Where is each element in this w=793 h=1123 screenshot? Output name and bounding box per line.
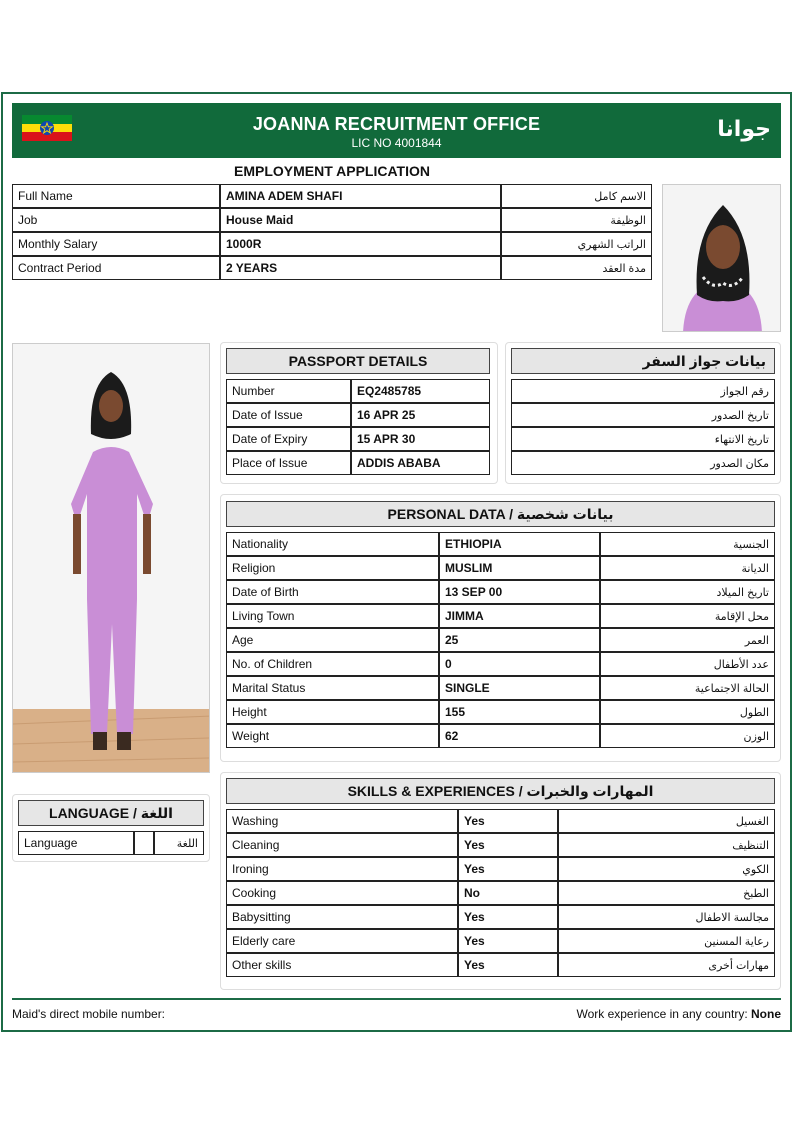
skill-label: Washing: [226, 809, 458, 833]
passport-field-label: Place of Issue: [226, 451, 351, 475]
footer-divider: [12, 998, 781, 1000]
passport-field-value: ADDIS ABABA: [351, 451, 490, 475]
skill-label: Elderly care: [226, 929, 458, 953]
skills-heading: SKILLS & EXPERIENCES / المهارات والخبرات: [226, 778, 775, 804]
passport-field-value: EQ2485785: [351, 379, 490, 403]
work-experience: [576, 1007, 781, 1021]
language-value: [134, 831, 154, 855]
passport-arabic-row: [511, 379, 775, 403]
skill-label-arabic: الكوي: [558, 857, 775, 881]
personal-row: [226, 628, 775, 652]
skill-row: [226, 905, 775, 929]
passport-arabic-row: [511, 403, 775, 427]
passport-arabic-table: [511, 379, 775, 475]
personal-row: [226, 532, 775, 556]
personal-field-label-arabic: الوزن: [600, 724, 775, 748]
mobile-number-label: Maid's direct mobile number:: [12, 1007, 166, 1021]
field-label: Job: [12, 208, 220, 232]
personal-field-value: 62: [439, 724, 600, 748]
personal-field-value: JIMMA: [439, 604, 600, 628]
passport-field-label-arabic: مكان الصدور: [511, 451, 775, 475]
info-row: [12, 184, 652, 208]
personal-field-label: Date of Birth: [226, 580, 439, 604]
passport-row: [226, 451, 490, 475]
full-body-photo: [12, 343, 210, 773]
office-title: JOANNA RECRUITMENT OFFICE: [252, 114, 541, 134]
passport-field-value: 16 APR 25: [351, 403, 490, 427]
skill-label: Cleaning: [226, 833, 458, 857]
passport-field-label: Date of Issue: [226, 403, 351, 427]
skills-table: [226, 809, 775, 977]
application-title: EMPLOYMENT APPLICATION: [234, 163, 430, 179]
skill-row: [226, 857, 775, 881]
skill-label: Ironing: [226, 857, 458, 881]
personal-field-label-arabic: الجنسية: [600, 532, 775, 556]
passport-row: [226, 427, 490, 451]
personal-field-label: Age: [226, 628, 439, 652]
personal-row: [226, 652, 775, 676]
personal-field-label: Nationality: [226, 532, 439, 556]
skill-label-arabic: مهارات أخرى: [558, 953, 775, 977]
skill-row: [226, 833, 775, 857]
field-value: 2 YEARS: [220, 256, 501, 280]
field-label-arabic: مدة العقد: [501, 256, 652, 280]
skill-value: Yes: [458, 809, 558, 833]
skill-value: Yes: [458, 953, 558, 977]
personal-field-label-arabic: الديانة: [600, 556, 775, 580]
skill-label-arabic: رعاية المسنين: [558, 929, 775, 953]
skill-label-arabic: التنظيف: [558, 833, 775, 857]
basic-info-table: [12, 184, 652, 280]
skill-value: Yes: [458, 929, 558, 953]
personal-data-heading: PERSONAL DATA / بيانات شخصية: [226, 501, 775, 527]
language-table: [18, 831, 204, 855]
field-value: House Maid: [220, 208, 501, 232]
personal-field-label: Religion: [226, 556, 439, 580]
field-label-arabic: الراتب الشهري: [501, 232, 652, 256]
passport-arabic-heading: بيانات جواز السفر: [511, 348, 775, 374]
header-banner: [12, 103, 781, 158]
skill-label-arabic: الغسيل: [558, 809, 775, 833]
skill-value: No: [458, 881, 558, 905]
personal-row: [226, 676, 775, 700]
skill-row: [226, 881, 775, 905]
personal-field-value: 13 SEP 00: [439, 580, 600, 604]
field-value: AMINA ADEM SHAFI: [220, 184, 501, 208]
field-label-arabic: الوظيفة: [501, 208, 652, 232]
personal-field-label-arabic: عدد الأطفال: [600, 652, 775, 676]
passport-field-value: 15 APR 30: [351, 427, 490, 451]
skill-row: [226, 929, 775, 953]
skill-value: Yes: [458, 833, 558, 857]
field-label: Contract Period: [12, 256, 220, 280]
personal-field-label: No. of Children: [226, 652, 439, 676]
personal-field-label: Marital Status: [226, 676, 439, 700]
personal-data-table: [226, 532, 775, 748]
personal-field-label: Weight: [226, 724, 439, 748]
passport-field-label-arabic: رقم الجواز: [511, 379, 775, 403]
skill-row: [226, 809, 775, 833]
personal-row: [226, 700, 775, 724]
personal-field-value: ETHIOPIA: [439, 532, 600, 556]
passport-arabic-row: [511, 427, 775, 451]
field-label: Full Name: [12, 184, 220, 208]
language-label: Language: [18, 831, 134, 855]
portrait-photo: [662, 184, 781, 332]
personal-row: [226, 556, 775, 580]
passport-heading: PASSPORT DETAILS: [226, 348, 490, 374]
passport-field-label-arabic: تاريخ الصدور: [511, 403, 775, 427]
personal-field-value: MUSLIM: [439, 556, 600, 580]
skill-value: Yes: [458, 857, 558, 881]
skill-label-arabic: الطبخ: [558, 881, 775, 905]
skill-label: Babysitting: [226, 905, 458, 929]
passport-row: [226, 379, 490, 403]
passport-row: [226, 403, 490, 427]
skill-label-arabic: مجالسة الاطفال: [558, 905, 775, 929]
personal-row: [226, 724, 775, 748]
personal-field-label-arabic: العمر: [600, 628, 775, 652]
personal-field-label-arabic: الطول: [600, 700, 775, 724]
personal-field-label-arabic: تاريخ الميلاد: [600, 580, 775, 604]
info-row: [12, 208, 652, 232]
info-row: [12, 256, 652, 280]
personal-field-label-arabic: الحالة الاجتماعية: [600, 676, 775, 700]
personal-field-value: 155: [439, 700, 600, 724]
passport-field-label: Number: [226, 379, 351, 403]
info-row: [12, 232, 652, 256]
skill-row: [226, 953, 775, 977]
personal-field-label-arabic: محل الإقامة: [600, 604, 775, 628]
skill-label: Other skills: [226, 953, 458, 977]
personal-field-label: Living Town: [226, 604, 439, 628]
language-heading: LANGUAGE / اللغة: [18, 800, 204, 826]
skill-label: Cooking: [226, 881, 458, 905]
skill-value: Yes: [458, 905, 558, 929]
field-label: Monthly Salary: [12, 232, 220, 256]
personal-field-value: 0: [439, 652, 600, 676]
passport-arabic-row: [511, 451, 775, 475]
license-number: LIC NO 4001844: [351, 136, 442, 150]
work-experience-value: None: [751, 1007, 781, 1021]
brand-arabic: جوانا: [717, 116, 771, 141]
field-label-arabic: الاسم كامل: [501, 184, 652, 208]
passport-table: [226, 379, 490, 475]
personal-row: [226, 604, 775, 628]
field-value: 1000R: [220, 232, 501, 256]
work-experience-label: Work experience in any country:: [576, 1007, 748, 1021]
language-label-arabic: اللغة: [154, 831, 204, 855]
personal-field-value: SINGLE: [439, 676, 600, 700]
passport-field-label-arabic: تاريخ الانتهاء: [511, 427, 775, 451]
personal-field-value: 25: [439, 628, 600, 652]
personal-row: [226, 580, 775, 604]
personal-field-label: Height: [226, 700, 439, 724]
passport-field-label: Date of Expiry: [226, 427, 351, 451]
language-row: [18, 831, 204, 855]
